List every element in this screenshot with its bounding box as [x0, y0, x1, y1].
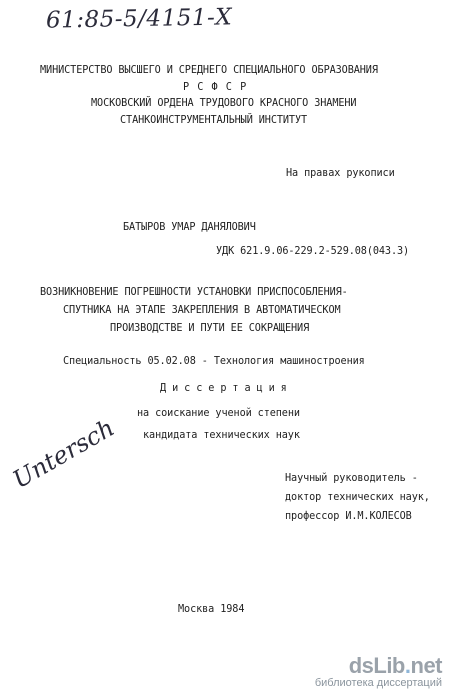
watermark-brand-main: dsLib [348, 653, 405, 678]
udk-code: УДК 621.9.06-229.2-529.08(043.3) [216, 246, 410, 257]
watermark-brand [315, 653, 442, 679]
supervisor-line-1: Научный руководитель - [285, 473, 418, 484]
watermark-brand-dot: . [404, 653, 411, 678]
rights-notice: На правах рукописи [286, 168, 395, 179]
handwritten-archive-number: 61:85-5/4151-Х [45, 4, 233, 34]
watermark-brand-tld: net [410, 653, 442, 678]
republic-line: Р С Ф С Р [183, 82, 248, 93]
dissertation-degree: кандидата технических наук [143, 430, 300, 441]
order-line: МОСКОВСКИЙ ОРДЕНА ТРУДОВОГО КРАСНОГО ЗНАМЕНИ [91, 98, 357, 109]
watermark-tagline: библиотека диссертаций [314, 677, 442, 689]
supervisor-line-3: профессор И.М.КОЛЕСОВ [285, 511, 412, 522]
ministry-line: МИНИСТЕРСТВО ВЫСШЕГО И СРЕДНЕГО СПЕЦИАЛЬНОГО ОБРАЗОВАНИЯ [40, 65, 378, 76]
dissertation-type: Д и с с е р т а ц и я [160, 383, 287, 394]
handwritten-signature: Untersch [8, 413, 120, 494]
institute-line: СТАНКОИНСТРУМЕНТАЛЬНЫЙ ИНСТИТУТ [120, 115, 308, 126]
title-line-3: ПРОИЗВОДСТВЕ И ПУТИ ЕЕ СОКРАЩЕНИЯ [110, 323, 310, 334]
specialty-line: Специальность 05.02.08 - Технология машиностроения [63, 356, 365, 367]
title-line-1: ВОЗНИКНОВЕНИЕ ПОГРЕШНОСТИ УСТАНОВКИ ПРИСПОСОБЛЕНИЯ- [40, 287, 348, 298]
city-year: Москва 1984 [178, 604, 245, 615]
dslib-watermark [315, 653, 442, 689]
title-line-2: СПУТНИКА НА ЭТАПЕ ЗАКРЕПЛЕНИЯ В АВТОМАТИЧЕСКОМ [63, 305, 341, 316]
supervisor-line-2: доктор технических наук, [285, 492, 430, 503]
author-name: БАТЫРОВ УМАР ДАНЯЛОВИЧ [123, 222, 256, 233]
dissertation-purpose: на соискание ученой степени [137, 408, 300, 419]
